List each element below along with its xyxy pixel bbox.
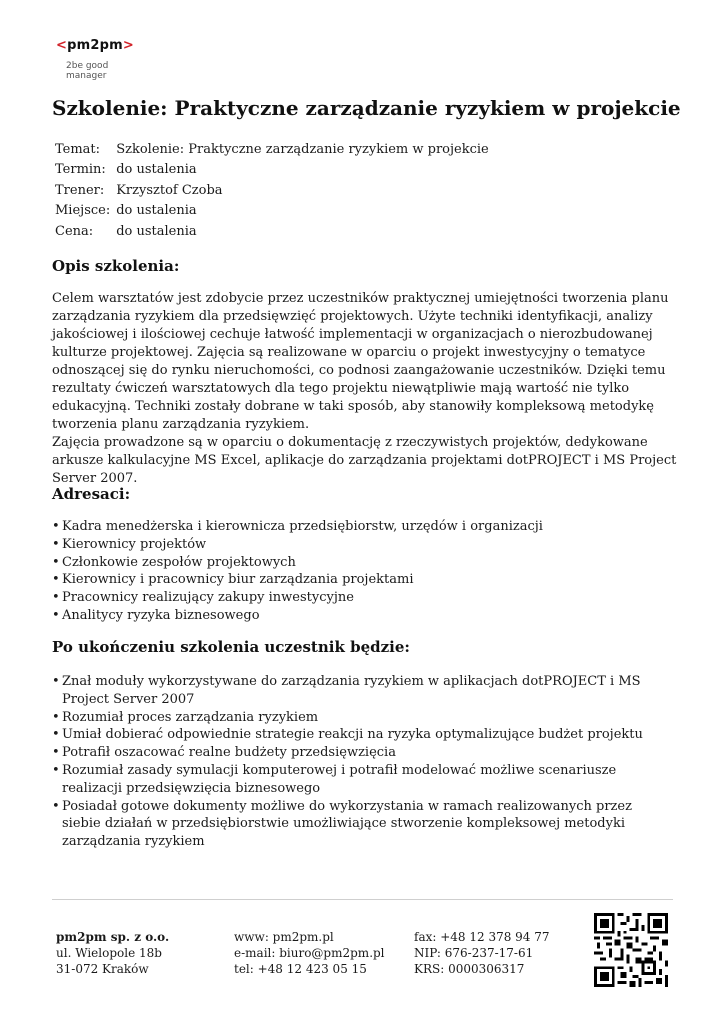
description-paragraph: Celem warsztatów jest zdobycie przez uczestników praktycznej umiejętności tworzenia planu zarządzania ryzykiem dla przedsięwzięć projektowych. Użyte techniki identyfikacji, analizy jakościowej i ilościowej cechuje łatwość implementacji w organizacjach o nierozbudowanej kulturze projektowej. Zajęcia są realizowane w oparciu o projekt inwestycyjny o tematyce odnoszącej się do rynku nieruchomości, co podnosi zaangażowanie uczestników. Dzięki temu rezultaty ćwiczeń warsztatowych dla tego projektu niewątpliwie mają wartość nie tylko edukacyjną. Techniki zostały dobrane w taki sposób, aby stanowiły kompleksową metodykę tworzenia planu zarządzania ryzykiem. <box>52 291 669 432</box>
website-link[interactable]: www: pm2pm.pl <box>234 930 334 944</box>
list-item: • Kadra menedżerska i kierownicza przedsiębiorstw, urzędów i organizacji <box>52 518 672 536</box>
detail-value: do ustalenia <box>116 223 197 239</box>
detail-row-topic <box>52 139 492 160</box>
logo-tagline: 2be good manager <box>66 61 109 81</box>
description-paragraph: Zajęcia prowadzone są w oparciu o dokumentację z rzeczywistych projektów, dedykowane arkusze kalkulacyjne MS Excel, aplikacje do zarządzania projektami dotPROJECT i MS Project Server 2007. <box>52 435 677 486</box>
list-item: • Rozumiał zasady symulacji komputerowej i potrafił modelować możliwe scenariusze realizacji przedsięwzięcia biznesowego <box>52 762 672 798</box>
logo-name: pm2pm <box>67 38 123 53</box>
list-item: • Znał moduły wykorzystywane do zarządzania ryzykiem w aplikacjach dotPROJECT i MS Project Server 2007 <box>52 673 672 709</box>
phone-number: tel: +48 12 423 05 15 <box>234 962 367 976</box>
list-item: • Potrafił oszacować realne budżety przedsięwzięcia <box>52 744 672 762</box>
audience-list <box>52 518 672 625</box>
nip-number: NIP: 676-237-17-61 <box>414 946 534 960</box>
detail-label: Trener: <box>55 182 105 198</box>
logo-mark <box>56 38 134 53</box>
detail-label: Miejsce: <box>55 203 111 219</box>
company-street: ul. Wielopole 18b <box>56 946 162 960</box>
list-item: • Umiał dobierać odpowiednie strategie reakcji na ryzyka optymalizujące budżet projektu <box>52 726 672 744</box>
detail-label: Cena: <box>55 223 94 239</box>
detail-value: Szkolenie: Praktyczne zarządzanie ryzykiem w projekcie <box>116 141 489 157</box>
company-name: pm2pm sp. z o.o. <box>56 930 170 944</box>
detail-row-price <box>52 221 492 242</box>
detail-value: Krzysztof Czoba <box>116 182 223 198</box>
company-logo <box>56 38 134 81</box>
outcomes-heading: Po ukończeniu szkolenia uczestnik będzie: <box>52 638 410 656</box>
email-link[interactable]: e-mail: biuro@pm2pm.pl <box>234 946 385 960</box>
detail-row-date <box>52 160 492 181</box>
list-item: • Członkowie zespołów projektowych <box>52 554 672 572</box>
detail-row-trainer <box>52 180 492 201</box>
detail-label: Temat: <box>55 141 101 157</box>
fax-number: fax: +48 12 378 94 77 <box>414 930 550 944</box>
training-details <box>52 139 492 242</box>
footer-divider <box>52 899 673 900</box>
list-item: • Analitycy ryzyka biznesowego <box>52 607 672 625</box>
krs-number: KRS: 0000306317 <box>414 962 525 976</box>
list-item: • Rozumiał proces zarządzania ryzykiem <box>52 709 672 727</box>
detail-label: Termin: <box>55 162 106 178</box>
company-city: 31-072 Kraków <box>56 962 149 976</box>
audience-heading: Adresaci: <box>52 485 131 503</box>
logo-bracket-open: < <box>56 38 68 53</box>
description-heading: Opis szkolenia: <box>52 257 180 275</box>
qr-code-icon <box>594 913 668 987</box>
footer-contact <box>234 929 385 977</box>
description-text <box>52 290 677 488</box>
list-item: • Kierownicy i pracownicy biur zarządzania projektami <box>52 571 672 589</box>
footer-registry <box>414 929 550 977</box>
detail-row-location <box>52 201 492 222</box>
outcomes-list <box>52 673 672 851</box>
detail-value: do ustalenia <box>116 162 197 178</box>
list-item: • Posiadał gotowe dokumenty możliwe do wykorzystania w ramach realizowanych przez siebie działań w przedsiębiorstwie umożliwiające stworzenie kompleksowej metodyki zarządzania ryzykiem <box>52 798 672 851</box>
detail-value: do ustalenia <box>116 203 197 219</box>
footer-company <box>56 929 169 977</box>
list-item: • Kierownicy projektów <box>52 536 672 554</box>
logo-bracket-close: > <box>122 38 134 53</box>
list-item: • Pracownicy realizujący zakupy inwestycyjne <box>52 589 672 607</box>
page-title: Szkolenie: Praktyczne zarządzanie ryzykiem w projekcie <box>52 96 681 120</box>
